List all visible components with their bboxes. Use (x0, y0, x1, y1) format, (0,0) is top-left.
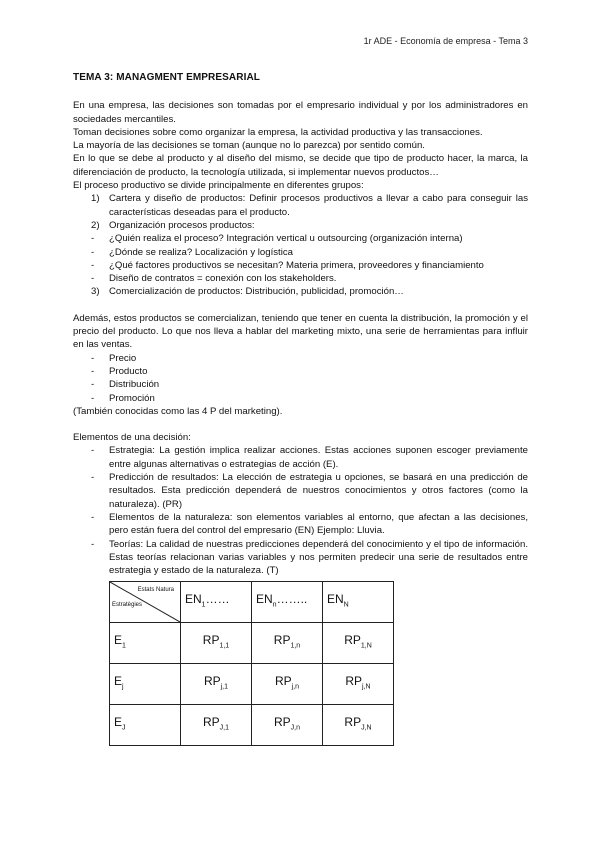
list-item: - ¿Qué factores productivos se necesitan? Materia primera, proveedores y financiamiento (91, 259, 484, 271)
list-item: - Diseño de contratos = conexión con los stakeholders. (91, 273, 337, 285)
list-item: - Predicción de resultados: La elección de estrategia u opciones, se basará en una predicción de resultados. Esta predicción dependerá de nuestros conocimientos y otros factores (como la naturaleza). (PR) (91, 472, 528, 510)
table-cell: $RP_{j,1}$ (181, 664, 252, 705)
table-row (110, 664, 394, 705)
bullet-dash-icon: - (91, 273, 95, 285)
list-item: - Producto (91, 365, 148, 377)
list-number: 3) (91, 286, 100, 298)
bullet-dash-icon: - (91, 379, 95, 391)
intro-paragraph: Toman decisiones sobre como organizar la empresa, la actividad productiva y las transacciones. (73, 126, 483, 138)
table-cell: $RP_{J,n}$ (252, 705, 323, 746)
table-cell: $RP_{1,n}$ (252, 623, 323, 664)
column-header: $EN_n\dots\dots$.. (252, 582, 323, 623)
table-cell: $RP_{j,N}$ (323, 664, 394, 705)
list-item: - Precio (91, 352, 137, 364)
marketing-paragraph: Además, estos productos se comercializan, teniendo que tener en cuenta la distribución, la promoción y el precio del producto. Lo que nos lleva a hablar del marketing mixto, una serie de herramientas para influir en las ventas. (73, 312, 528, 351)
bullet-dash-icon: - (91, 511, 95, 523)
document-body (73, 71, 528, 746)
table-cell: $RP_{J,1}$ (181, 705, 252, 746)
bullet-dash-icon: - (91, 538, 95, 550)
list-text: Organización procesos productos: (109, 219, 255, 231)
list-number: 2) (91, 219, 100, 231)
column-header: $EN_N$ (323, 582, 394, 623)
row-header: $E_j$ (110, 664, 181, 705)
list-item: - Promoción (91, 392, 155, 404)
bullet-dash-icon: - (91, 392, 95, 404)
table-corner-cell (110, 582, 181, 623)
table-cell: $RP_{J,N}$ (323, 705, 394, 746)
list-text: Cartera y diseño de productos: Definir procesos productivos a llevar a cabo para conseguir las características deseadas para el producto. (109, 193, 528, 218)
table-cell: $RP_{1,N}$ (323, 623, 394, 664)
row-header: $E_1$ (110, 623, 181, 664)
bullet-dash-icon: - (91, 259, 95, 271)
intro-paragraph: La mayoría de las decisiones se toman (aunque no lo parezca) por sentido común. (73, 140, 425, 152)
running-header: 1r ADE - Economía de empresa - Tema 3 (363, 36, 528, 46)
bullet-dash-icon: - (91, 445, 95, 457)
decision-matrix-table (109, 581, 394, 746)
table-row (110, 705, 394, 746)
list-number: 1) (91, 193, 100, 205)
process-group-1 (73, 192, 528, 219)
list-item: - Elementos de la naturaleza: son elementos variables al entorno, que afectan a las decisiones, pero están fuera del control del empresario (EN) Ejemplo: Lluvia. (91, 511, 528, 537)
bullet-dash-icon: - (91, 472, 95, 484)
list-item: - Distribución (91, 379, 160, 391)
corner-label-strategies: Estratègies (112, 602, 143, 609)
intro-paragraph: En lo que se debe al producto y al diseño del mismo, se decide que tipo de producto hacer, la marca, la diferenciación de producto, la tecnología utilizada, si implementar nuevos productos… (73, 153, 528, 178)
intro-paragraph: El proceso productivo se divide principalmente en diferentes grupos: (73, 180, 364, 192)
decision-heading: Elementos de una decisión: (73, 432, 191, 444)
marketing-note: (También conocidas como las 4 P del marketing). (73, 405, 283, 417)
table-header-row (110, 582, 394, 623)
process-group-2 (73, 219, 528, 232)
intro-paragraph: En una empresa, las decisiones son tomadas por el empresario individual y por los administradores en sociedades mercantiles. (73, 100, 528, 125)
corner-label-states: Estats Natura (137, 587, 174, 594)
table-row (110, 623, 394, 664)
table-cell: $RP_{1,1}$ (181, 623, 252, 664)
bullet-dash-icon: - (91, 352, 95, 364)
column-header: $EN_1\dots\dots$ (181, 582, 252, 623)
row-header: $E_J$ (110, 705, 181, 746)
bullet-dash-icon: - (91, 365, 95, 377)
bullet-dash-icon: - (91, 233, 95, 245)
process-group-3 (73, 285, 528, 298)
list-item: - Estrategia: La gestión implica realizar acciones. Estas acciones suponen escoger previamente entre algunas alternativas o estrategias de acción (E). (91, 445, 528, 470)
page-title: TEMA 3: MANAGMENT EMPRESARIAL (73, 72, 260, 83)
list-item: - Teorías: La calidad de nuestras predicciones dependerá del conocimiento y el tipo de información. Estas teorías relacionan varias variables y nos permiten predecir una serie de resultados entre estrategia y estado de la naturaleza. (T) (91, 538, 528, 577)
bullet-dash-icon: - (91, 246, 95, 258)
table-cell: $RP_{j,n}$ (252, 664, 323, 705)
list-text: Comercialización de productos: Distribución, publicidad, promoción… (109, 286, 404, 298)
list-item: - ¿Quién realiza el proceso? Integración vertical u outsourcing (organización interna) (91, 233, 463, 245)
list-item: - ¿Dónde se realiza? Localización y logística (91, 246, 293, 258)
